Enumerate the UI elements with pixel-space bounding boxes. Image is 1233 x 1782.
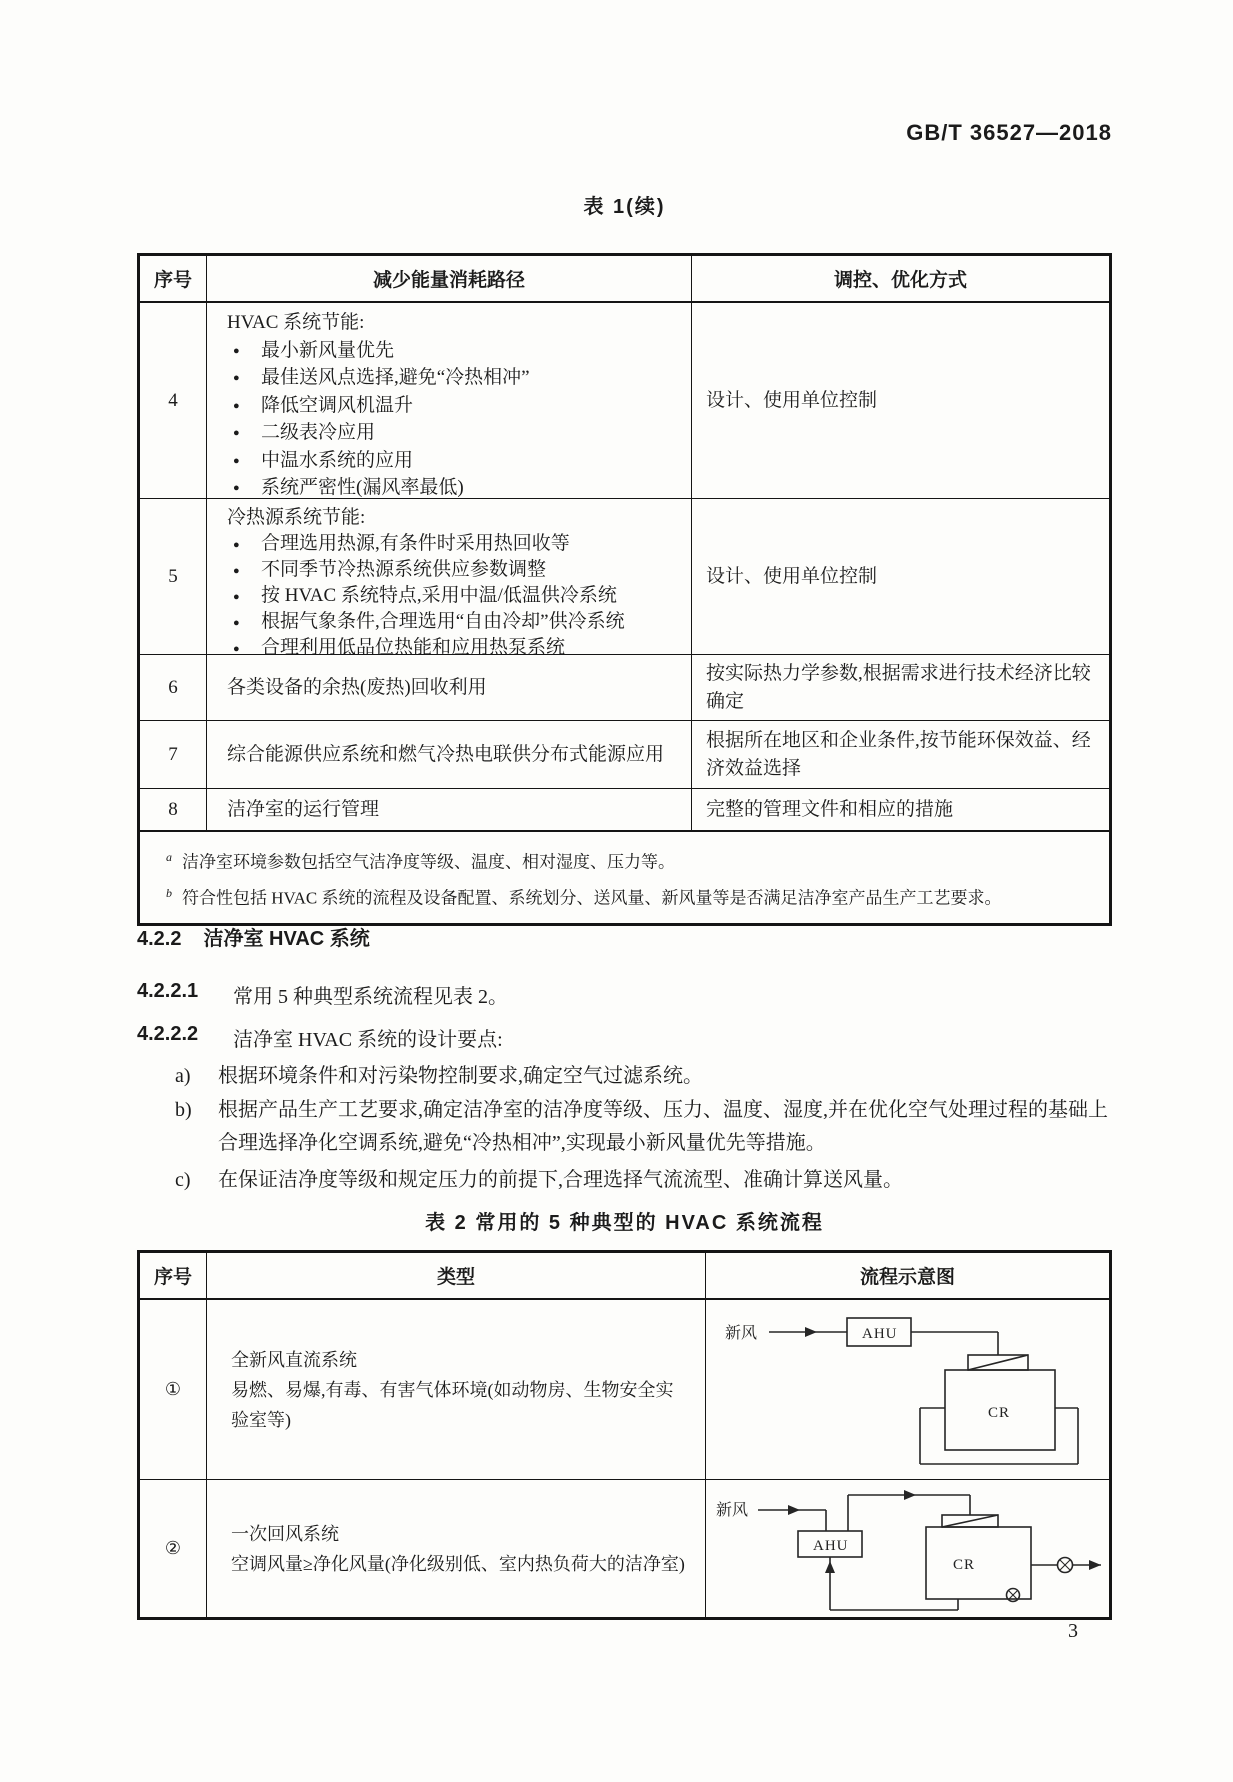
row-no: 8 [168, 798, 178, 820]
once-through-system-diagram [717, 1305, 1099, 1475]
control-cell: 根据所在地区和企业条件,按节能环保效益、经济效益选择 [706, 729, 1091, 779]
table1-header-no: 序号 [153, 270, 192, 291]
return-flow-arrow-icon [825, 1561, 835, 1573]
table1-title: 表 1(续) [583, 196, 666, 218]
row-no: 5 [168, 565, 178, 587]
table1-footnotes [140, 830, 1109, 923]
list-item-c: c) 在保证洁净度等级和规定压力的前提下,合理选择气流流型、准确计算送风量。 [175, 1169, 903, 1191]
primary-return-air-system-diagram [708, 1483, 1108, 1615]
table2-header-type: 类型 [206, 1253, 706, 1298]
path-title: HVAC 系统节能: [227, 312, 365, 333]
bullet-icon [227, 364, 261, 392]
ahu-label: AHU [812, 1537, 848, 1554]
fresh-air-label: 新风 [715, 1501, 748, 1519]
bullet-icon [227, 447, 261, 475]
list-item: ● 不同季节冷热源系统供应参数调整 [227, 557, 685, 583]
bullet-icon [227, 609, 261, 635]
row-no: 6 [168, 676, 178, 698]
list-item: ● 最小新风量优先 [227, 337, 685, 365]
clause-4-2-2-1: 4.2.2.1 常用 5 种典型系统流程见表 2。 [137, 980, 508, 1008]
table-row [140, 720, 1109, 788]
cr-label: CR [987, 1404, 1010, 1421]
flow-arrow-icon [788, 1505, 800, 1515]
flow-arrow-icon [1089, 1560, 1101, 1570]
footnote-a: $^a$ 洁净室环境参数包括空气洁净度等级、温度、相对湿度、压力等。 [166, 850, 675, 872]
table2-header-diagram: 流程示意图 [859, 1267, 955, 1288]
cr-label: CR [952, 1556, 975, 1573]
ahu-label: AHU [861, 1325, 897, 1342]
control-cell: 完整的管理文件和相应的措施 [706, 798, 954, 820]
page-number: 3 [1068, 1620, 1078, 1642]
table1-header-control: 调控、优化方式 [833, 270, 967, 291]
bullet-icon [227, 392, 261, 420]
path-cell: 各类设备的余热(废热)回收利用 [206, 655, 692, 720]
path-cell: 综合能源供应系统和燃气冷热电联供分布式能源应用 [206, 721, 692, 788]
list-item: ● 最佳送风点选择,避免“冷热相冲” [227, 364, 685, 392]
bullet-icon [227, 531, 261, 557]
table2 [137, 1250, 1112, 1620]
list-item: ● 合理选用热源,有条件时采用热回收等 [227, 531, 685, 557]
footnote-b: $^b$ 符合性包括 HVAC 系统的流程及设备配置、系统划分、送风量、新风量等是否满足洁净室产品生产工艺要求。 [166, 885, 1002, 908]
list-item: ● 二级表冷应用 [227, 419, 685, 447]
control-cell: 设计、使用单位控制 [706, 565, 878, 587]
table-row [140, 1299, 1109, 1479]
path-title: 冷热源系统节能: [227, 507, 366, 528]
table2-title: 表 2 常用的 5 种典型的 HVAC 系统流程 [425, 1212, 824, 1234]
bullet-icon [227, 557, 261, 583]
flow-arrow-icon [805, 1327, 817, 1337]
heading-4-2-2: 4.2.2 洁净室 HVAC 系统 [137, 928, 370, 950]
row-no: 7 [168, 743, 178, 765]
list-item-a: a) 根据环境条件和对污染物控制要求,确定空气过滤系统。 [175, 1065, 703, 1087]
type-line: 全新风直流系统 [231, 1349, 357, 1370]
bullet-icon [227, 583, 261, 609]
bullet-icon [227, 635, 261, 661]
list-item: ● 根据气象条件,合理选用“自由冷却”供冷系统 [227, 609, 685, 635]
bullet-icon [227, 337, 261, 365]
flow-diagram-1 [706, 1300, 1109, 1479]
list-item: ● 系统严密性(漏风率最低) [227, 474, 685, 502]
path-cell: 洁净室的运行管理 [206, 789, 692, 830]
doc-number: GB/T 36527—2018 [906, 120, 1112, 145]
flow-arrow-icon [904, 1490, 916, 1500]
type-line: 空调风量≥净化风量(净化级别低、室内热负荷大的洁净室) [231, 1553, 685, 1574]
table2-header-no: 序号 [153, 1267, 192, 1288]
control-cell: 按实际热力学参数,根据需求进行技术经济比较确定 [706, 662, 1091, 712]
control-cell: 设计、使用单位控制 [706, 389, 878, 411]
list-item: ● 降低空调风机温升 [227, 392, 685, 420]
table2-header-row [140, 1253, 1109, 1299]
list-item: ● 合理利用低品位热能和应用热泵系统 [227, 635, 685, 661]
type-line: 一次回风系统 [231, 1523, 339, 1544]
type-line: 易燃、易爆,有毒、有害气体环境(如动物房、生物安全实验室等) [231, 1379, 674, 1430]
list-item: ● 中温水系统的应用 [227, 447, 685, 475]
row-no: ① [164, 1379, 182, 1399]
list-item: ● 按 HVAC 系统特点,采用中温/低温供冷系统 [227, 583, 685, 609]
table-row [140, 1479, 1109, 1617]
table-row [140, 654, 1109, 720]
table1-header-row [140, 256, 1109, 302]
table-row [140, 302, 1109, 498]
flow-diagram-2 [706, 1480, 1109, 1617]
table-row [140, 788, 1109, 830]
row-no: ② [164, 1538, 182, 1558]
fresh-air-label: 新风 [724, 1324, 757, 1342]
bullet-icon [227, 419, 261, 447]
row-no: 4 [168, 389, 178, 411]
table1 [137, 253, 1112, 926]
bullet-icon [227, 474, 261, 502]
clause-4-2-2-2: 4.2.2.2 洁净室 HVAC 系统的设计要点: [137, 1023, 503, 1051]
list-item-b: b) 根据产品生产工艺要求,确定洁净室的洁净度等级、压力、温度、湿度,并在优化空气处理过程的基础上合理选择净化空调系统,避免“冷热相冲”,实现最小新风量优先等措施。 [175, 1099, 1108, 1154]
table1-header-path: 减少能量消耗路径 [206, 256, 692, 301]
table-row [140, 498, 1109, 658]
